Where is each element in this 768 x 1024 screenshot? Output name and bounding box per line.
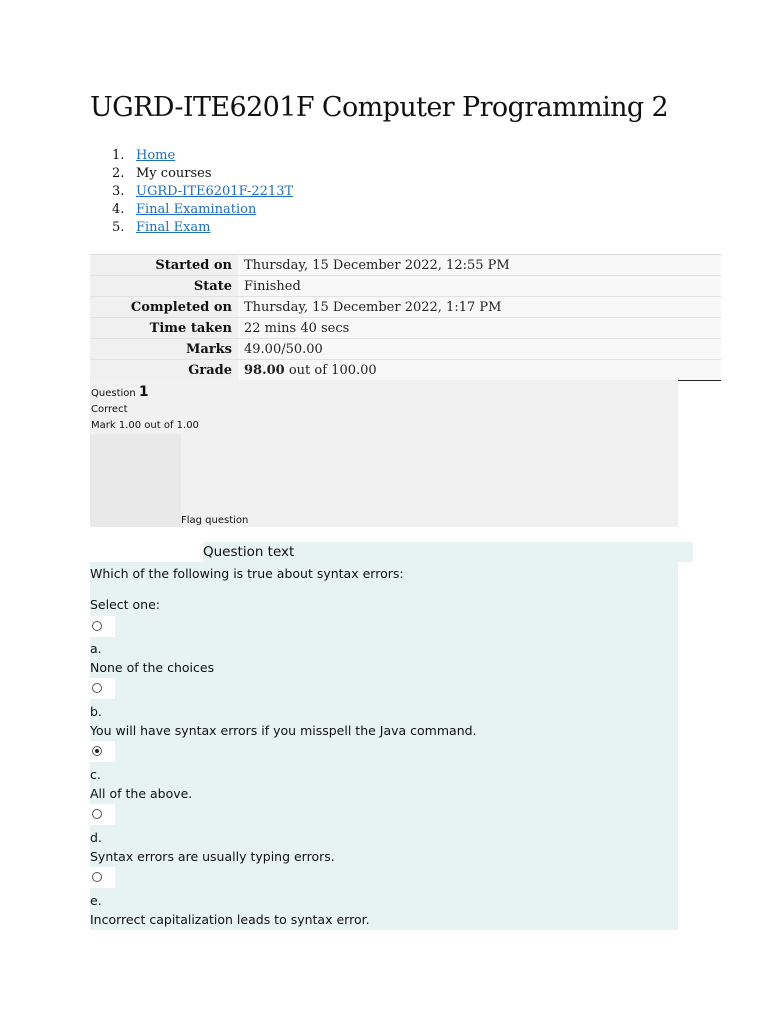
breadcrumb-number: 5. [112,220,125,235]
summary-row-completed-on [90,297,721,318]
breadcrumb-link-course[interactable]: UGRD-ITE6201F-2213T [136,184,294,199]
question-state: Correct [91,404,128,415]
summary-row-grade [90,360,721,381]
radio-circle-icon [92,621,102,631]
summary-label: Marks [90,339,238,360]
breadcrumb [90,147,293,237]
question-number-value: 1 [138,384,149,400]
page-title: UGRD-ITE6201F Computer Programming 2 [90,92,669,123]
radio-circle-icon [92,872,102,882]
breadcrumb-text-my-courses: My courses [136,166,212,181]
breadcrumb-number: 3. [112,184,125,199]
summary-row-time-taken [90,318,721,339]
grade-out-of: out of 100.00 [284,362,377,378]
question-text: Which of the following is true about syntax errors: [90,566,404,581]
breadcrumb-number: 4. [112,202,125,217]
summary-value [238,360,721,381]
breadcrumb-number: 2. [112,166,125,181]
summary-value: Finished [238,276,721,297]
answer-d-letter: d. [90,830,102,845]
answer-c-letter: c. [90,767,101,782]
question-formulation [90,562,678,930]
answer-b-letter: b. [90,704,102,719]
breadcrumb-link-final-exam[interactable]: Final Exam [136,220,211,235]
question-label: Question [91,388,136,399]
radio-circle-icon [92,809,102,819]
summary-label: Started on [90,255,238,276]
grade-score: 98.00 [244,362,285,378]
summary-label: State [90,276,238,297]
answer-e-letter: e. [90,893,102,908]
radio-checked-icon [92,746,102,756]
summary-row-started-on [90,255,721,276]
breadcrumb-link-final-examination[interactable]: Final Examination [136,202,257,217]
summary-row-marks [90,339,721,360]
answer-d-radio[interactable] [90,804,115,825]
summary-value: 22 mins 40 secs [238,318,721,339]
summary-value: Thursday, 15 December 2022, 12:55 PM [238,255,721,276]
answer-e-text: Incorrect capitalization leads to syntax error. [90,912,370,927]
breadcrumb-item-home [90,147,293,165]
breadcrumb-item-my-courses [90,165,293,183]
answer-c-text: All of the above. [90,786,193,801]
answer-a-radio[interactable] [90,616,115,637]
question-info-panel [90,380,678,527]
summary-value: Thursday, 15 December 2022, 1:17 PM [238,297,721,318]
answer-e-radio[interactable] [90,867,115,888]
answer-b-radio[interactable] [90,678,115,699]
answer-b-text: You will have syntax errors if you misspell the Java command. [90,723,477,738]
breadcrumb-item-course [90,183,293,201]
summary-label: Completed on [90,297,238,318]
answer-c-radio[interactable] [90,741,115,762]
answer-d-text: Syntax errors are usually typing errors. [90,849,335,864]
question-number [91,384,149,400]
summary-label: Grade [90,360,238,381]
summary-label: Time taken [90,318,238,339]
flag-question-button[interactable]: Flag question [181,515,249,526]
breadcrumb-item-final-examination [90,201,293,219]
radio-circle-icon [92,683,102,693]
answer-a-text: None of the choices [90,660,215,675]
summary-row-state [90,276,721,297]
breadcrumb-number: 1. [112,148,125,163]
breadcrumb-item-final-exam [90,219,293,237]
summary-value: 49.00/50.00 [238,339,721,360]
breadcrumb-link-home[interactable]: Home [136,148,176,163]
answer-a-letter: a. [90,641,102,656]
question-grade: Mark 1.00 out of 1.00 [91,420,199,431]
question-text-header: Question text [203,542,693,562]
flag-icon-placeholder [90,434,181,527]
attempt-summary-table [90,254,721,381]
select-one-prompt: Select one: [90,597,161,612]
